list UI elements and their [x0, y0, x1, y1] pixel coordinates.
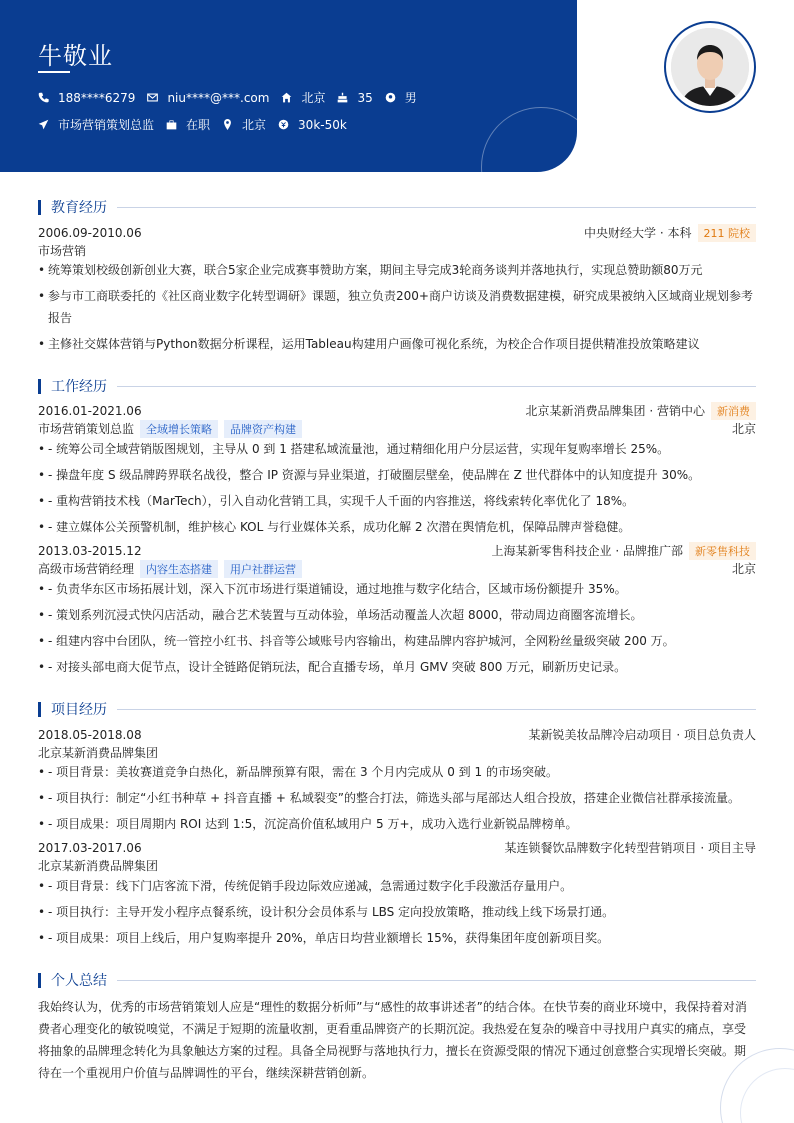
skill-tag: 用户社群运营 — [224, 560, 302, 578]
work-city: 北京 — [731, 422, 756, 436]
section-divider — [117, 709, 756, 710]
work-bullet: • - 对接头部电商大促节点，设计全链路促销玩法，配合直播专场，单月 GMV 突破 800 万元，刷新历史记录。 — [38, 656, 756, 678]
company-tag: 新零售科技 — [689, 542, 756, 560]
project-bullet: • - 项目成果：项目上线后，用户复购率提升 20%，单店日均营业额增长 15%，获得集团年度创新项目奖。 — [38, 927, 756, 949]
salary-text: 30k-50k — [298, 117, 347, 132]
email-icon — [147, 92, 158, 103]
work-bullet: • - 重构营销技术栈（MarTech），引入自动化营销工具，实现千人千面的内容推送，将线索转化率优化了 18%。 — [38, 490, 756, 512]
decorative-circle — [481, 107, 577, 172]
project-org-row — [38, 857, 756, 874]
project-org-row — [38, 744, 756, 761]
work-city: 北京 — [731, 562, 756, 576]
project-name: 某新锐美妆品牌冷启动项目 · 项目总负责人 — [528, 728, 756, 742]
status-item — [166, 116, 210, 133]
education-major: 市场营销 — [38, 244, 87, 258]
education-date: 2006.09-2010.06 — [38, 225, 142, 240]
candidate-name: 牛敬业 — [38, 42, 113, 70]
gender-icon — [385, 92, 396, 103]
home-city-text: 北京 — [301, 91, 326, 105]
work-title-group — [38, 560, 302, 578]
skill-tag: 全域增长策略 — [140, 420, 218, 438]
work-bullet: • - 操盘年度 S 级品牌跨界联名战役，整合 IP 资源与异业渠道，打破圈层壁垒，使品牌在 Z 世代群体中的认知度提升 30%。 — [38, 464, 756, 486]
education-bullet: • 主修社交媒体营销与Python数据分析课程，运用Tableau构建用户画像可视化系统，为校企合作项目提供精准投放策略建议 — [38, 333, 756, 355]
work-date: 2016.01-2021.06 — [38, 403, 142, 418]
work-title-row — [38, 420, 756, 437]
gender-item — [385, 89, 417, 106]
avatar-frame — [664, 21, 756, 113]
send-icon — [38, 119, 49, 130]
summary-text: 我始终认为，优秀的市场营销策划人应是“理性的数据分析师”与“感性的故事讲述者”的结合体。在快节奏的商业环境中，我保持着对消费者心理变化的敏锐嗅觉，不满足于短期的流量收割，更看重品牌资产的长期沉淀。我热爱在复杂的噪音中寻找用户真实的痛点，享受将抽象的品牌理念转化为具象触达方案的过程。具备全局视野与落地执行力，擅长在资源受限的情况下通过创意整合实现增长突破。期待在一个重视用户价值与品牌调性的平台，继续深耕营销创新。 — [38, 1000, 747, 1080]
target-city-item — [222, 116, 266, 133]
phone-icon — [38, 92, 49, 103]
skill-tag: 品牌资产构建 — [224, 420, 302, 438]
project-bullet: • - 项目执行：主导开发小程序点餐系统，设计积分会员体系与 LBS 定向投放策略，推动线上线下场景打通。 — [38, 901, 756, 923]
status-text: 在职 — [186, 118, 211, 132]
work-bullet: • - 建立媒体公关预警机制，维护核心 KOL 与行业媒体关系，成功化解 2 次潜在舆情危机，保障品牌声誉稳健。 — [38, 516, 756, 538]
project-bullet: • - 项目成果：项目周期内 ROI 达到 1:5，沉淀高价值私域用户 5 万+，成功入选行业新锐品牌榜单。 — [38, 813, 756, 835]
school-tag: 211 院校 — [698, 224, 757, 242]
project-header-row — [38, 726, 756, 743]
phone-text: 188****6279 — [58, 90, 136, 105]
project-header-row — [38, 839, 756, 856]
education-bullet: • 参与市工商联委托的《社区商业数字化转型调研》课题，独立负责200+商户访谈及消费数据建模，研究成果被纳入区域商业规划参考报告 — [38, 285, 756, 329]
section-bar — [38, 200, 41, 215]
projects-section-title — [38, 699, 756, 719]
work-title: 市场营销策划总监 — [38, 422, 135, 436]
section-divider — [117, 386, 756, 387]
money-icon — [278, 119, 289, 130]
work-title: 高级市场营销经理 — [38, 562, 135, 576]
section-bar — [38, 702, 41, 717]
name-underline — [38, 71, 70, 73]
cake-icon — [337, 92, 348, 103]
education-header-row — [38, 224, 756, 241]
project-bullet: • - 项目背景：美妆赛道竞争白热化，新品牌预算有限，需在 3 个月内完成从 0 到 1 的市场突破。 — [38, 761, 756, 783]
work-date: 2013.03-2015.12 — [38, 543, 142, 558]
work-header-row — [38, 542, 756, 559]
project-date: 2017.03-2017.06 — [38, 840, 142, 855]
work-title-group — [38, 420, 302, 438]
company-tag: 新消费 — [711, 402, 756, 420]
section-heading: 教育经历 — [51, 200, 107, 216]
work-company-group — [492, 542, 756, 560]
section-bar — [38, 973, 41, 988]
gender-text: 男 — [404, 91, 417, 105]
work-bullet: • - 组建内容中台团队，统一管控小红书、抖音等公域账号内容输出，构建品牌内容护城河，全网粉丝量级突破 200 万。 — [38, 630, 756, 652]
work-bullet: • - 策划系列沉浸式快闪店活动，融合艺术装置与互动体验，单场活动覆盖人次超 8000，带动周边商圈客流增长。 — [38, 604, 756, 626]
job-row — [38, 116, 359, 133]
education-school-group — [584, 224, 756, 242]
avatar — [671, 28, 749, 106]
target-job-item — [38, 116, 154, 133]
skill-tag: 内容生态搭建 — [140, 560, 218, 578]
age-item — [337, 91, 372, 105]
work-company-group — [526, 402, 756, 420]
section-divider — [117, 980, 756, 981]
section-bar — [38, 379, 41, 394]
project-bullet: • - 项目执行：制定“小红书种草 + 抖音直播 + 私域裂变”的整合打法，筛选头部与尾部达人组合投放，搭建企业微信社群承接流量。 — [38, 787, 756, 809]
home-icon — [281, 92, 292, 103]
target-city-text: 北京 — [242, 118, 267, 132]
work-company: 北京某新消费品牌集团 · 营销中心 — [525, 404, 705, 418]
header-banner — [0, 0, 577, 172]
person-photo-icon — [671, 28, 749, 106]
age-text: 35 — [357, 90, 373, 105]
education-major-row — [38, 242, 756, 259]
work-bullet: • - 负责华东区市场拓展计划，深入下沉市场进行渠道铺设，通过地推与数字化结合，区域市场份额提升 35%。 — [38, 578, 756, 600]
summary-section-title — [38, 970, 756, 990]
work-title-row — [38, 560, 756, 577]
work-bullet: • - 统筹公司全域营销版图规划，主导从 0 到 1 搭建私域流量池，通过精细化用户分层运营，实现年复购率增长 25%。 — [38, 438, 756, 460]
education-school: 中央财经大学 · 本科 — [584, 226, 692, 240]
home-city-item — [281, 89, 325, 106]
contact-row — [38, 89, 429, 106]
project-name: 某连锁餐饮品牌数字化转型营销项目 · 项目主导 — [504, 841, 756, 855]
salary-item — [278, 118, 347, 132]
section-heading: 工作经历 — [51, 379, 107, 395]
project-date: 2018.05-2018.08 — [38, 727, 142, 742]
project-bullet: • - 项目背景：线下门店客流下滑，传统促销手段边际效应递减，急需通过数字化手段激活存量用户。 — [38, 875, 756, 897]
work-company: 上海某新零售科技企业 · 品牌推广部 — [491, 544, 683, 558]
work-header-row — [38, 402, 756, 419]
education-bullet: • 统筹策划校级创新创业大赛，联合5家企业完成赛事赞助方案，期间主导完成3轮商务谈判并落地执行，实现总赞助额80万元 — [38, 259, 756, 281]
target-job-text: 市场营销策划总监 — [58, 118, 155, 132]
email-item — [147, 91, 269, 105]
phone-item — [38, 91, 135, 105]
location-pin-icon — [222, 119, 233, 130]
email-text: niu****@***.com — [167, 90, 270, 105]
section-divider — [117, 207, 756, 208]
section-heading: 项目经历 — [51, 702, 107, 718]
education-section-title — [38, 197, 756, 217]
briefcase-icon — [166, 119, 177, 130]
work-section-title — [38, 376, 756, 396]
project-org: 北京某新消费品牌集团 — [38, 859, 159, 873]
project-org: 北京某新消费品牌集团 — [38, 746, 159, 760]
section-heading: 个人总结 — [51, 973, 107, 989]
